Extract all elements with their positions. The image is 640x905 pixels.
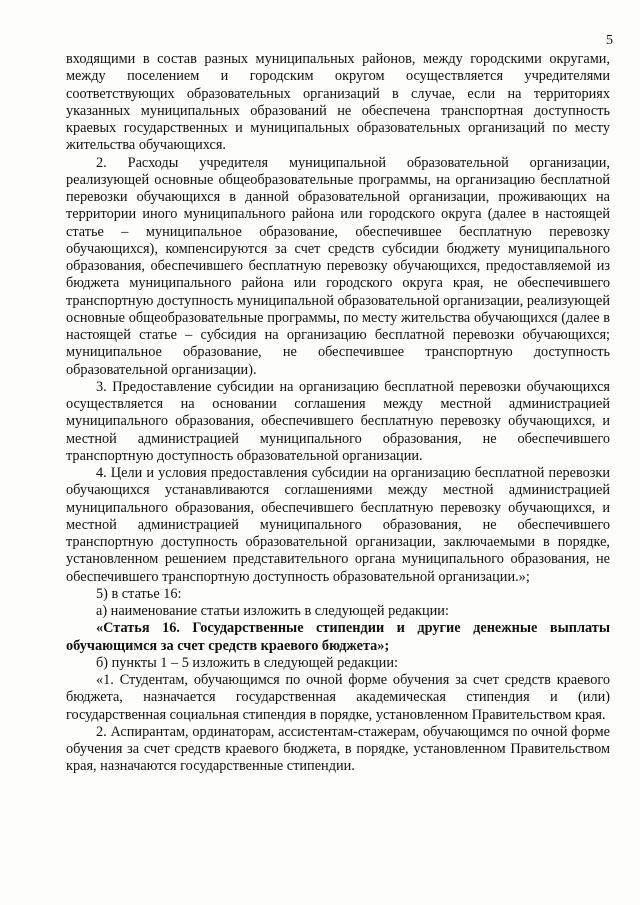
paragraph-item-2: 2. Расходы учредителя муниципальной образовательной организации, реализующей основные общеобразовательные программы, на организацию бесплатной перевозки обучающихся в данной образовательной организации, проживающих на территории иного муниципального района или городского округа (далее в настоящей статье – муниципальное образование, обеспечившее бесплатную перевозку обучающихся), компенсируются за счет средств субсидии бюджету муниципального образования, обеспечившего бесплатную перевозку обучающихся, предоставляемой из бюджета муниципального района или городского округа края, не обеспечившего транспортную доступность муниципальной образовательной организации, реализующей основные общеобразовательные программы, по месту жительства обучающихся (далее в настоящей статье – субсидия на организацию бесплатной перевозки обучающихся; муниципальное образование, не обеспечившее транспортную доступность образовательной организации).: [66, 154, 610, 378]
article-16-heading: «Статья 16. Государственные стипендии и другие денежные выплаты обучающимся за счет средств краевого бюджета»;: [66, 620, 610, 654]
document-body: [66, 51, 610, 776]
paragraph-new-item-2: 2. Аспирантам, ординаторам, ассистентам-стажерам, обучающимся по очной форме обучения за счет средств краевого бюджета, в порядке, установленном Правительством края, назначаются государственные стипендии.: [66, 723, 610, 775]
amendment-point-5: 5) в статье 16:: [96, 585, 182, 602]
paragraph-new-item-1: «1. Студентам, обучающимся по очной форме обучения за счет средств краевого бюджета, назначается государственная академическая стипендия и (или) государственная социальная стипендия в порядке, установленном Правительством края.: [66, 672, 610, 723]
paragraph-continuation: входящими в состав разных муниципальных районов, между городскими округами, между поселением и городским округом осуществляется учредителями соответствующих образовательных организаций в случае, если на территориях указанных муниципальных образований не обеспечена транспортная доступность краевых государственных и муниципальных образовательных организаций по месту жительства обучающихся.: [66, 51, 610, 154]
amendment-subpoint-b: б) пункты 1 – 5 изложить в следующей редакции:: [96, 654, 398, 671]
paragraph-item-3: 3. Предоставление субсидии на организацию бесплатной перевозки обучающихся осуществляется на основании соглашения между местной администрацией муниципального образования, обеспечившего бесплатную перевозку обучающихся, и местной администрацией муниципального образования, не обеспечившего транспортную доступность образовательной организации.: [66, 378, 610, 464]
amendment-subpoint-a: а) наименование статьи изложить в следующей редакции:: [96, 603, 449, 619]
page-number: 5: [606, 33, 613, 48]
paragraph-item-4: 4. Цели и условия предоставления субсидии на организацию бесплатной перевозки обучающихся устанавливаются соглашениями между местной администрацией муниципального образования, обеспечившего бесплатную перевозку обучающихся, и местной администрацией муниципального образования, не обеспечившего транспортную доступность образовательной организации, заключаемыми в порядке, установленном решением представительного органа муниципального образования, не обеспечившего транспортную доступность образовательной организации.»;: [66, 465, 610, 585]
